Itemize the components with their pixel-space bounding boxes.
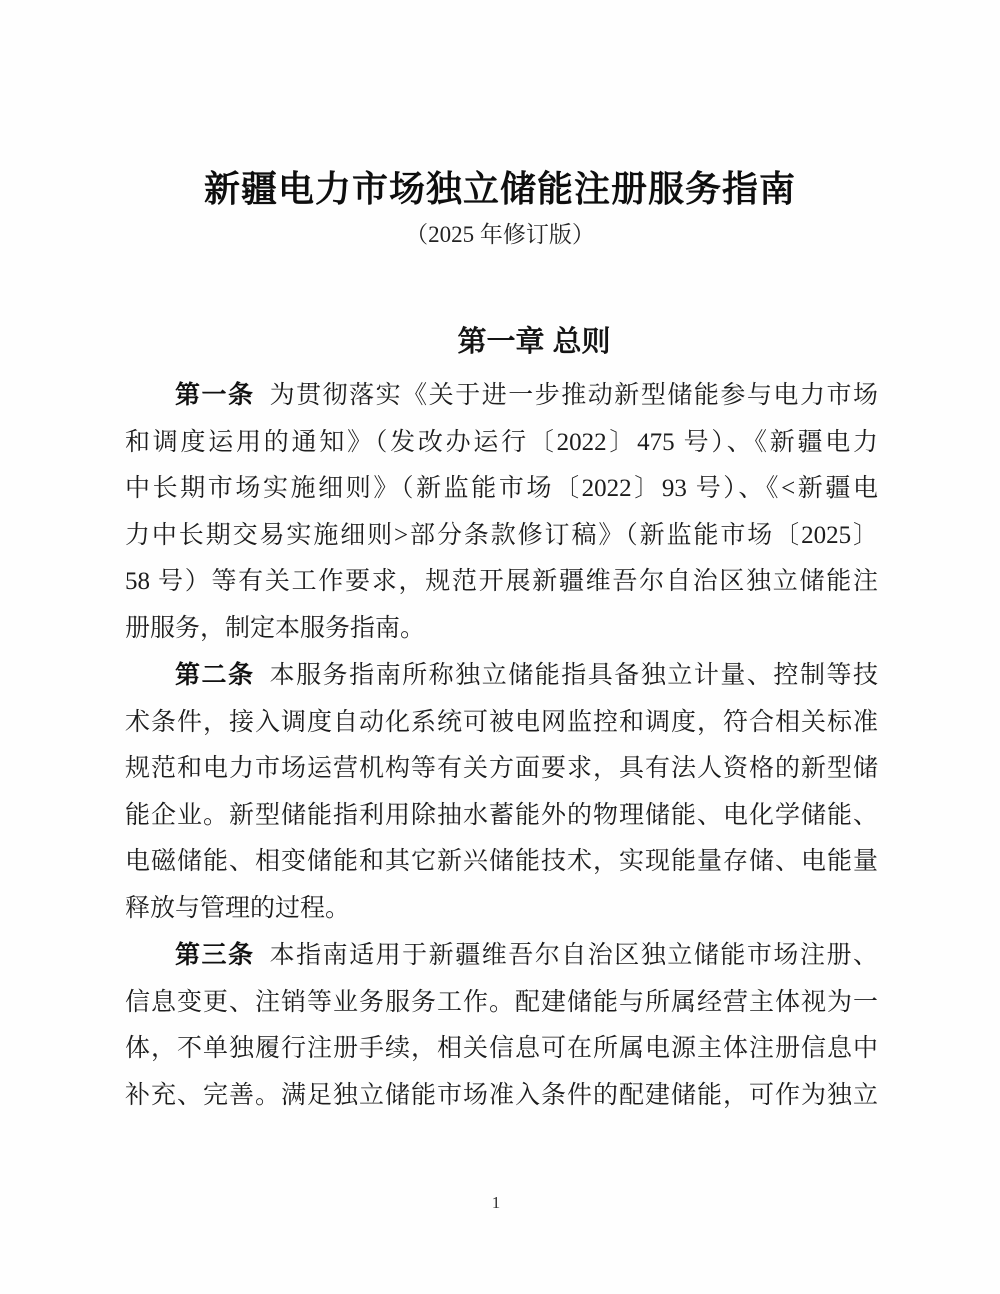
article-number-label: 第一条 — [175, 381, 255, 409]
line-text: 信息变更、注销等业务服务工作。配建储能与所属经营主体视为一 — [125, 988, 878, 1016]
body-line — [125, 513, 878, 560]
line-text: 册服务，制定本服务指南。 — [125, 614, 426, 642]
line-text: 力中长期交易实施细则>部分条款修订稿》（新监能市场〔2025〕 — [125, 521, 878, 549]
line-text: 能企业。新型储能指利用除抽水蓄能外的物理储能、电化学储能、 — [125, 801, 878, 829]
line-text: 补充、完善。满足独立储能市场准入条件的配建储能，可作为独立 — [125, 1081, 878, 1109]
line-text: 和调度运用的通知》（发改办运行〔2022〕475 号）、《新疆电力 — [125, 428, 878, 456]
body-line — [125, 652, 878, 700]
line-text: 术条件，接入调度自动化系统可被电网监控和调度，符合相关标准 — [125, 708, 878, 736]
chapter-heading: 第一章 总则 — [457, 326, 611, 358]
line-text: 体，不单独履行注册手续，相关信息可在所属电源主体注册信息中 — [125, 1035, 878, 1062]
body-line — [125, 1073, 878, 1120]
line-text: 电磁储能、相变储能和其它新兴储能技术，实现能量存储、电能量 — [125, 848, 878, 875]
body-line — [125, 606, 878, 653]
document-subtitle: （2025 年修订版） — [405, 222, 595, 247]
body-line — [125, 420, 878, 467]
body-line — [125, 559, 878, 606]
body-line — [125, 932, 878, 980]
line-text: 本服务指南所称独立储能指具备独立计量、控制等技 — [269, 662, 878, 689]
body-line — [125, 1026, 878, 1073]
line-text: 本指南适用于新疆维吾尔自治区独立储能市场注册、 — [269, 942, 878, 969]
line-text: 中长期市场实施细则》（新监能市场〔2022〕93 号）、《<新疆电 — [125, 475, 878, 502]
body-line — [125, 839, 878, 886]
body-line — [125, 886, 878, 933]
article-number-label: 第二条 — [175, 661, 255, 689]
body-line — [125, 700, 878, 747]
line-text: 释放与管理的过程。 — [125, 894, 351, 922]
body-line — [125, 793, 878, 840]
body-line — [125, 466, 878, 513]
document-title: 新疆电力市场独立储能注册服务指南 — [203, 168, 796, 209]
line-text: 58 号）等有关工作要求，规范开展新疆维吾尔自治区独立储能注 — [125, 568, 878, 595]
body-line — [125, 372, 878, 420]
document-body — [125, 372, 878, 1119]
line-text: 规范和电力市场运营机构等有关方面要求，具有法人资格的新型储 — [125, 755, 878, 782]
article-number-label: 第三条 — [175, 941, 255, 969]
body-line — [125, 980, 878, 1027]
line-text: 为贯彻落实《关于进一步推动新型储能参与电力市场 — [269, 382, 878, 409]
body-line — [125, 746, 878, 793]
page-number: 1 — [491, 1193, 501, 1212]
